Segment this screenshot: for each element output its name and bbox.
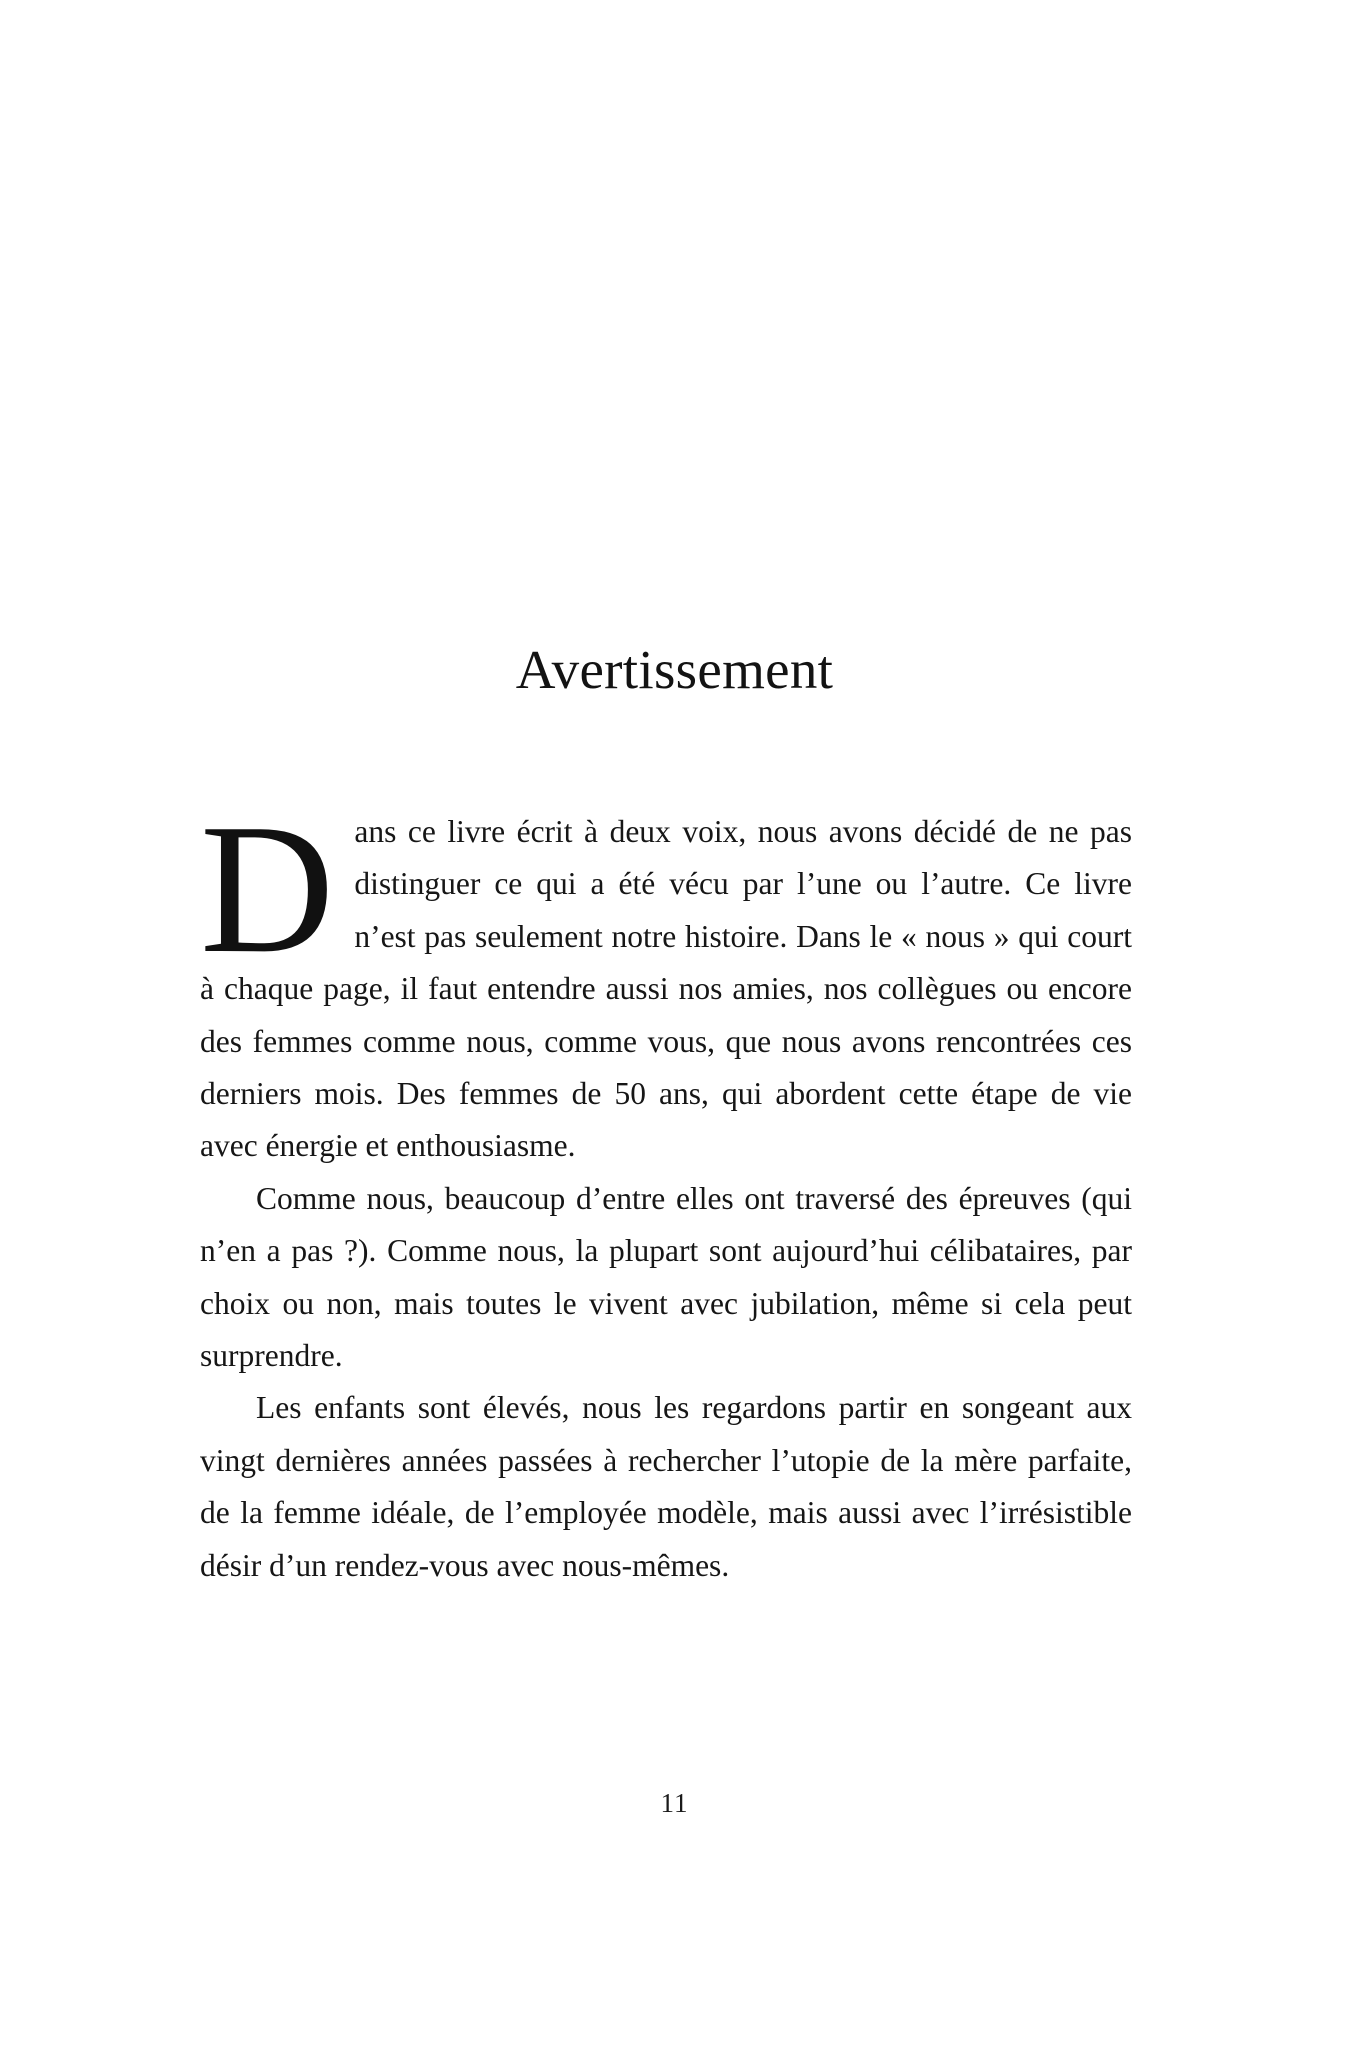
paragraph-text: ans ce livre écrit à deux voix, nous avons décidé de ne pas distinguer ce qui a été vécu par l’une ou l’autre. Ce livre n’est pas seulement notre histoire. Dans le « nous » qui court à chaque page, il faut entendre aussi nos amies, nos collègues ou encore des femmes comme nous, comme vous, que nous avons rencontrées ces derniers mois. Des femmes de 50 ans, qui abordent cette étape de vie avec énergie et enthousiasme.	[200, 814, 1132, 1164]
paragraph-text: Les enfants sont élevés, nous les regardons partir en songeant aux vingt dernières années passées à rechercher l’utopie de la mère parfaite, de la femme idéale, de l’employée modèle, mais aussi avec l’irrésistible désir d’un rendez-vous avec nous-mêmes.	[200, 1390, 1132, 1583]
drop-cap-letter: D	[200, 786, 335, 992]
page-title: Avertissement	[515, 638, 834, 700]
paragraph	[200, 1173, 1132, 1383]
paragraph-text: Comme nous, beaucoup d’entre elles ont traversé des épreuves (qui n’en a pas ?). Comme nous, la plupart sont aujourd’hui célibataires, par choix ou non, mais toutes le vivent avec jubilation, même si cela peut surprendre.	[200, 1180, 1132, 1374]
paragraph	[200, 1382, 1132, 1592]
page-number: 11	[660, 1788, 689, 1818]
paragraph	[200, 786, 1132, 1173]
body-text	[200, 786, 1132, 1592]
